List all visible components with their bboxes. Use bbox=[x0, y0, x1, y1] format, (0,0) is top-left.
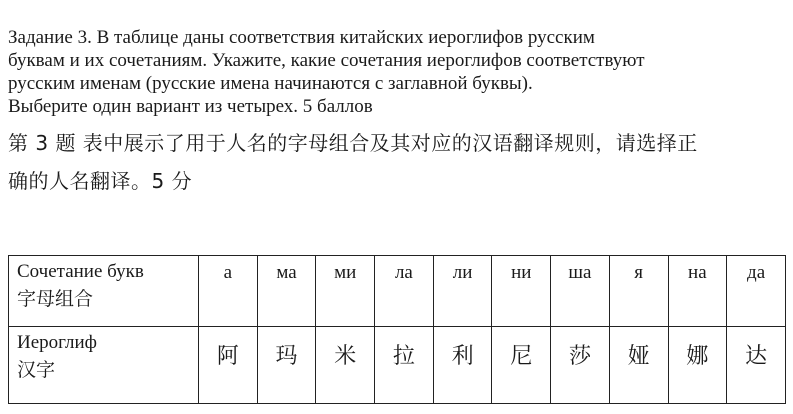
hanzi-cell: 娜 bbox=[668, 327, 727, 404]
row-header-label-zh: 字母组合 bbox=[17, 288, 94, 310]
task-text-ru-line: Выберите один вариант из четырех. 5 баллов bbox=[8, 96, 373, 117]
hanzi-cell: 阿 bbox=[199, 327, 258, 404]
hanzi-cell: 尼 bbox=[492, 327, 551, 404]
letter-cell: да bbox=[727, 256, 786, 327]
task-text-ru-line: Задание 3. В таблице даны соответствия китайских иероглифов русским bbox=[8, 27, 595, 48]
hanzi-cell: 达 bbox=[727, 327, 786, 404]
row-header-label-zh: 汉字 bbox=[17, 359, 56, 381]
row-header-letters bbox=[9, 256, 199, 327]
letter-cell: на bbox=[668, 256, 727, 327]
letter-cell: ла bbox=[375, 256, 434, 327]
letter-cell: ма bbox=[257, 256, 316, 327]
table-row-hanzi bbox=[9, 327, 786, 404]
task-text-zh-line: 确的人名翻译。5 分 bbox=[8, 169, 193, 193]
letter-cell: а bbox=[199, 256, 258, 327]
letter-cell: ми bbox=[316, 256, 375, 327]
hanzi-cell: 玛 bbox=[257, 327, 316, 404]
letter-hanzi-table bbox=[8, 255, 786, 404]
task-text-ru-line: буквам и их сочетаниям. Укажите, какие сочетания иероглифов соответствуют bbox=[8, 50, 645, 71]
task-text-zh-line: 第 3 题 表中展示了用于人名的字母组合及其对应的汉语翻译规则，请选择正 bbox=[8, 131, 698, 155]
hanzi-cell: 利 bbox=[433, 327, 492, 404]
letter-cell: я bbox=[609, 256, 668, 327]
row-header-label-ru: Иероглиф bbox=[17, 332, 97, 353]
letter-cell: ли bbox=[433, 256, 492, 327]
hanzi-cell: 米 bbox=[316, 327, 375, 404]
letter-cell: ни bbox=[492, 256, 551, 327]
table-row-letter-combinations bbox=[9, 256, 786, 327]
row-header-label-ru: Сочетание букв bbox=[17, 261, 144, 282]
task-statement bbox=[8, 26, 788, 200]
task-text-ru-line: русским именам (русские имена начинаются с заглавной буквы). bbox=[8, 73, 533, 94]
letter-cell: ша bbox=[551, 256, 610, 327]
hanzi-cell: 娅 bbox=[609, 327, 668, 404]
hanzi-cell: 莎 bbox=[551, 327, 610, 404]
row-header-hanzi bbox=[9, 327, 199, 404]
hanzi-cell: 拉 bbox=[375, 327, 434, 404]
